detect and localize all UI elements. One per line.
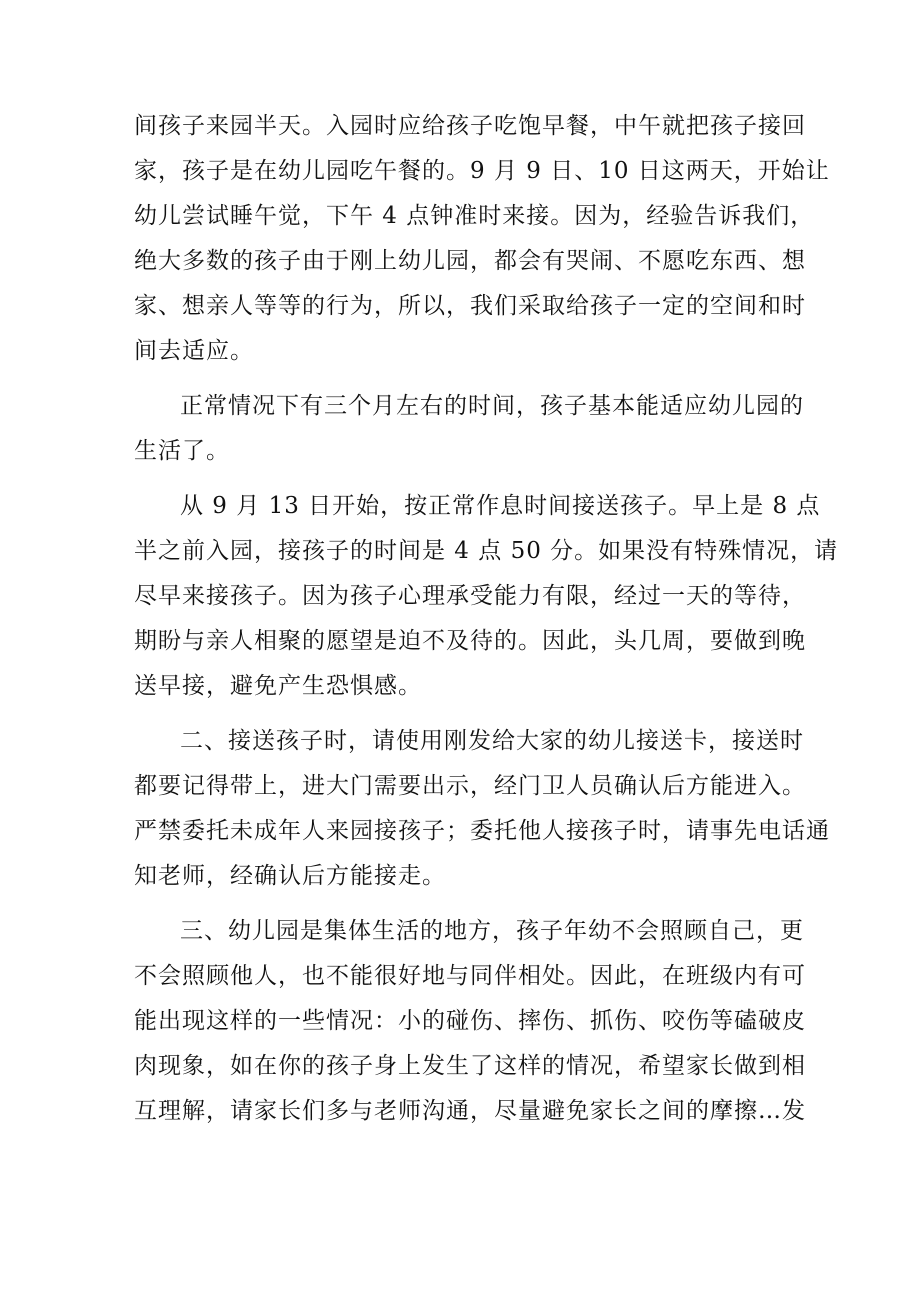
text-line: 能出现这样的一些情况：小的碰伤、摔伤、抓伤、咬伤等磕破皮 bbox=[134, 1008, 806, 1034]
paragraph-3 bbox=[134, 484, 839, 709]
text-line: 生活了。 bbox=[134, 438, 230, 464]
text-line: 间孩子来园半天。入园时应给孩子吃饱早餐，中午就把孩子接回 bbox=[134, 113, 806, 139]
text-line: 期盼与亲人相聚的愿望是迫不及待的。因此，头几周，要做到晚 bbox=[134, 628, 806, 654]
text-line: 二、接送孩子时，请使用刚发给大家的幼儿接送卡，接送时 bbox=[180, 728, 804, 754]
text-line: 家，孩子是在幼儿园吃午餐的。9 月 9 日、10 日这两天，开始让 bbox=[134, 158, 830, 184]
text-line: 知老师，经确认后方能接走。 bbox=[134, 863, 446, 889]
text-line: 都要记得带上，进大门需要出示，经门卫人员确认后方能进入。 bbox=[134, 773, 806, 799]
text-line: 正常情况下有三个月左右的时间，孩子基本能适应幼儿园的 bbox=[180, 393, 804, 419]
text-line: 间去适应。 bbox=[134, 338, 254, 364]
text-line: 送早接，避免产生恐惧感。 bbox=[134, 673, 422, 699]
paragraph-5 bbox=[134, 909, 806, 1134]
text-line: 互理解，请家长们多与老师沟通，尽量避免家长之间的摩擦…发 bbox=[134, 1098, 806, 1124]
text-line: 不会照顾他人，也不能很好地与同伴相处。因此，在班级内有可 bbox=[134, 963, 806, 989]
paragraph-2 bbox=[134, 384, 804, 474]
paragraph-4 bbox=[134, 719, 830, 899]
text-line: 严禁委托未成年人来园接孩子；委托他人接孩子时，请事先电话通 bbox=[134, 818, 830, 844]
text-line: 三、幼儿园是集体生活的地方，孩子年幼不会照顾自己，更 bbox=[180, 918, 804, 944]
text-line: 家、想亲人等等的行为，所以，我们采取给孩子一定的空间和时 bbox=[134, 293, 806, 319]
text-line: 肉现象，如在你的孩子身上发生了这样的情况，希望家长做到相 bbox=[134, 1053, 806, 1079]
text-line: 半之前入园，接孩子的时间是 4 点 50 分。如果没有特殊情况，请 bbox=[134, 538, 839, 564]
text-line: 从 9 月 13 日开始，按正常作息时间接送孩子。早上是 8 点 bbox=[180, 493, 821, 519]
document-body bbox=[134, 104, 839, 1144]
text-line: 尽早来接孩子。因为孩子心理承受能力有限，经过一天的等待， bbox=[134, 583, 806, 609]
text-line: 绝大多数的孩子由于刚上幼儿园，都会有哭闹、不愿吃东西、想 bbox=[134, 248, 806, 274]
paragraph-1 bbox=[134, 104, 830, 374]
text-line: 幼儿尝试睡午觉，下午 4 点钟准时来接。因为，经验告诉我们， bbox=[134, 203, 815, 229]
